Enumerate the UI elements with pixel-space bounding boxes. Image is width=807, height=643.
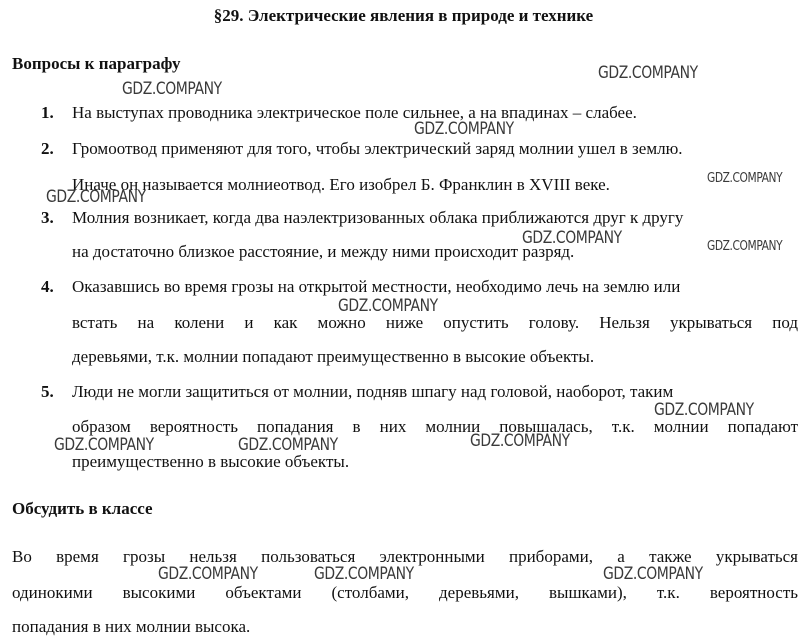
watermark: GDZ.COMPANY bbox=[46, 187, 146, 207]
question-5-line-3: преимущественно в высокие объекты. bbox=[72, 452, 350, 471]
question-4-line-3: деревьями, т.к. молнии попадают преимущественно в высокие объекты. bbox=[72, 347, 595, 366]
discussion-line-2: одинокими высокими объектами (столбами, деревьями, вышками), т.к. вероятность bbox=[12, 583, 798, 602]
question-2-number: 2. bbox=[41, 139, 54, 158]
watermark: GDZ.COMPANY bbox=[603, 564, 703, 584]
question-5-line-2: образом вероятность попадания в них молнии повышалась, т.к. молнии попадают bbox=[72, 417, 798, 436]
question-3-line-2: на достаточно близкое расстояние, и между ними происходит разряд. bbox=[72, 242, 575, 261]
question-1-number: 1. bbox=[41, 103, 54, 122]
discussion-heading: Обсудить в классе bbox=[12, 499, 153, 518]
watermark: GDZ.COMPANY bbox=[414, 119, 514, 139]
watermark: GDZ.COMPANY bbox=[598, 63, 698, 83]
question-3-line-1: Молния возникает, когда два наэлектризованных облака приближаются друг к другу bbox=[72, 208, 684, 227]
question-5-number: 5. bbox=[41, 382, 54, 401]
page-title: §29. Электрические явления в природе и технике bbox=[213, 6, 594, 25]
watermark: GDZ.COMPANY bbox=[707, 171, 783, 186]
watermark: GDZ.COMPANY bbox=[238, 435, 338, 455]
discussion-line-3: попадания в них молнии высока. bbox=[12, 617, 251, 636]
watermark: GDZ.COMPANY bbox=[122, 79, 222, 99]
watermark: GDZ.COMPANY bbox=[54, 435, 154, 455]
questions-heading: Вопросы к параграфу bbox=[12, 54, 181, 73]
question-4-line-2: встать на колени и как можно ниже опустить голову. Нельзя укрываться под bbox=[72, 313, 798, 332]
watermark: GDZ.COMPANY bbox=[158, 564, 258, 584]
question-2-line-2: Иначе он называется молниеотвод. Его изобрел Б. Франклин в XVIII веке. bbox=[72, 175, 610, 194]
question-5-line-1: Люди не могли защититься от молнии, подняв шпагу над головой, наоборот, таким bbox=[72, 382, 674, 401]
watermark: GDZ.COMPANY bbox=[338, 296, 438, 316]
question-3-number: 3. bbox=[41, 208, 54, 227]
question-4-line-1: Оказавшись во время грозы на открытой местности, необходимо лечь на землю или bbox=[72, 277, 681, 296]
question-4-number: 4. bbox=[41, 277, 54, 296]
question-1-line-1: На выступах проводника электрическое поле сильнее, а на впадинах – слабее. bbox=[72, 103, 637, 122]
watermark: GDZ.COMPANY bbox=[470, 431, 570, 451]
discussion-line-1: Во время грозы нельзя пользоваться электронными приборами, а также укрываться bbox=[12, 547, 798, 566]
question-2-line-1: Громоотвод применяют для того, чтобы электрический заряд молнии ушел в землю. bbox=[72, 139, 683, 158]
watermark: GDZ.COMPANY bbox=[654, 400, 754, 420]
watermark: GDZ.COMPANY bbox=[707, 239, 783, 254]
watermark: GDZ.COMPANY bbox=[314, 564, 414, 584]
watermark: GDZ.COMPANY bbox=[522, 228, 622, 248]
